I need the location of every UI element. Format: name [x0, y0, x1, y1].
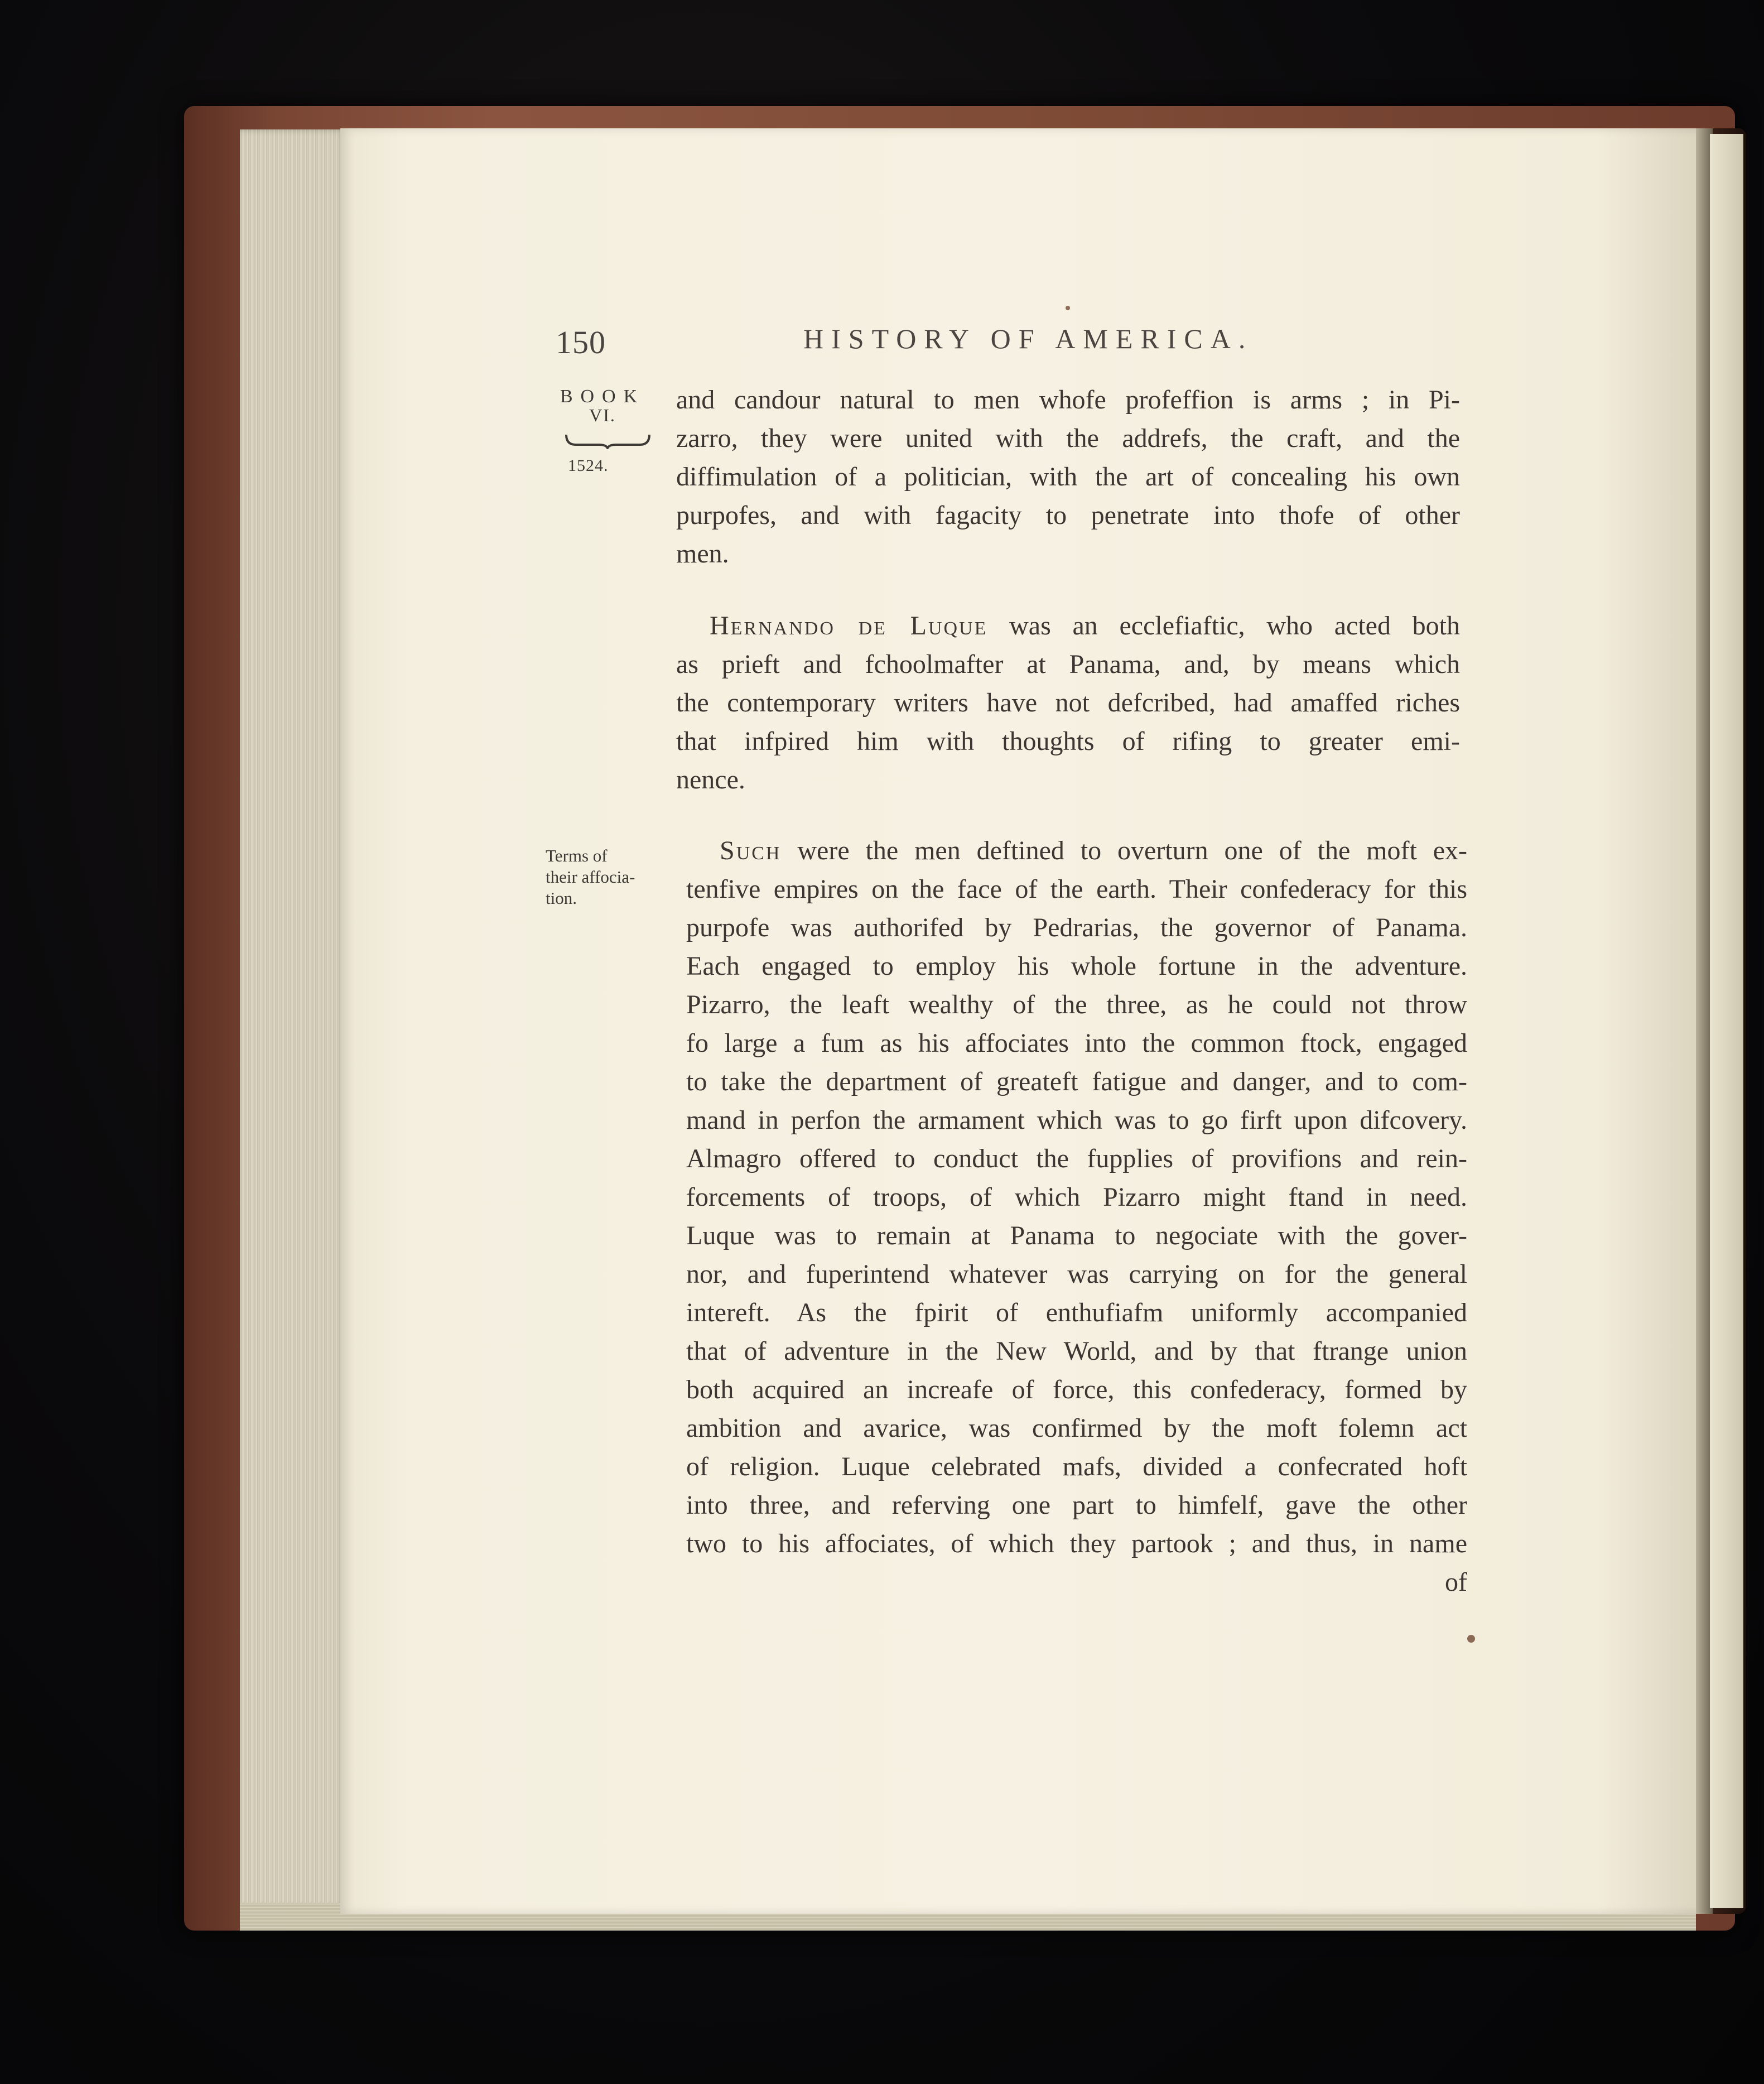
lead-caps: Hernando de Luque [710, 611, 988, 641]
text-line: to take the department of greateft fatigue and danger, and to com- [686, 1067, 1467, 1096]
text-line: fo large a fum as his affociates into the common ftock, engaged [686, 1028, 1467, 1058]
text-line: that infpired him with thoughts of rifing to greater emi- [676, 726, 1460, 756]
running-title: HISTORY OF AMERICA. [803, 323, 1254, 354]
text-line: both acquired an increafe of force, this confederacy, formed by [686, 1375, 1467, 1404]
text-line: that of adventure in the New World, and by that ftrange union [686, 1336, 1467, 1366]
paragraph-1 [676, 381, 1460, 573]
text-line: nence. [676, 765, 745, 795]
margin-note-line: Terms of [546, 846, 608, 865]
text-line: purpofes, and with fagacity to penetrate into thofe of other [676, 500, 1460, 530]
lead-caps: Such [720, 836, 782, 865]
facing-page [1710, 134, 1743, 1908]
text-line: intereft. As the fpirit of enthufiafm uniformly accompanied [686, 1298, 1467, 1327]
text-line: Pizarro, the leaft wealthy of the three, as he could not throw [686, 990, 1467, 1019]
text-line: the contemporary writers have not defcribed, had amaffed riches [676, 688, 1460, 718]
margin-note-line: tion. [546, 888, 577, 908]
paper-speck [1066, 306, 1070, 310]
text-run: was an ecclefiaftic, who acted both [987, 611, 1461, 641]
text-line: diffimulation of a politician, with the art of concealing his own [676, 462, 1460, 492]
text-line: into three, and referving one part to himfelf, gave the other [686, 1490, 1467, 1520]
margin-book-label [550, 386, 656, 426]
paper-speck [1467, 1635, 1475, 1643]
catchword: of [1445, 1567, 1467, 1597]
text-line [676, 607, 1460, 645]
book-number: VI. [589, 405, 616, 425]
book-label: BOOK [560, 386, 645, 407]
paragraph-3 [686, 831, 1467, 1601]
paragraph-2 [676, 607, 1460, 799]
margin-note [546, 845, 652, 909]
text-line: Luque was to remain at Panama to negociate with the gover- [686, 1221, 1467, 1250]
text-line: purpofe was authorifed by Pedrarias, the governor of Panama. [686, 913, 1467, 942]
text-line: men. [676, 539, 729, 569]
text-line: Almagro offered to conduct the fupplies of provifions and rein- [686, 1144, 1467, 1173]
margin-note-line: their affocia- [546, 867, 635, 887]
brace-icon [565, 432, 651, 449]
page-edges [240, 129, 346, 1909]
text-run: were the men deftined to overturn one of the moft ex- [781, 836, 1467, 865]
text-line: and candour natural to men whofe profeffion is arms ; in Pi- [676, 385, 1460, 415]
page-number: 150 [556, 324, 606, 360]
text-line: two to his affociates, of which they partook ; and thus, in name [686, 1529, 1467, 1558]
text-line: forcements of troops, of which Pizarro might ftand in need. [686, 1182, 1467, 1212]
text-line: mand in perfon the armament which was to go firft upon difcovery. [686, 1105, 1467, 1135]
text-line: Each engaged to employ his whole fortune in the adventure. [686, 951, 1467, 981]
text-line: as prieft and fchoolmafter at Panama, and, by means which [676, 649, 1460, 679]
text-line: of religion. Luque celebrated mafs, divided a confecrated hoft [686, 1452, 1467, 1481]
text-line: ambition and avarice, was confirmed by the moft folemn act [686, 1413, 1467, 1443]
text-line: zarro, they were united with the addrefs, the craft, and the [676, 423, 1460, 453]
text-line: tenfive empires on the face of the earth. Their confederacy for this [686, 874, 1467, 904]
margin-year: 1524. [568, 456, 609, 475]
text-line: nor, and fuperintend whatever was carrying on for the general [686, 1259, 1467, 1289]
text-line [686, 831, 1467, 870]
